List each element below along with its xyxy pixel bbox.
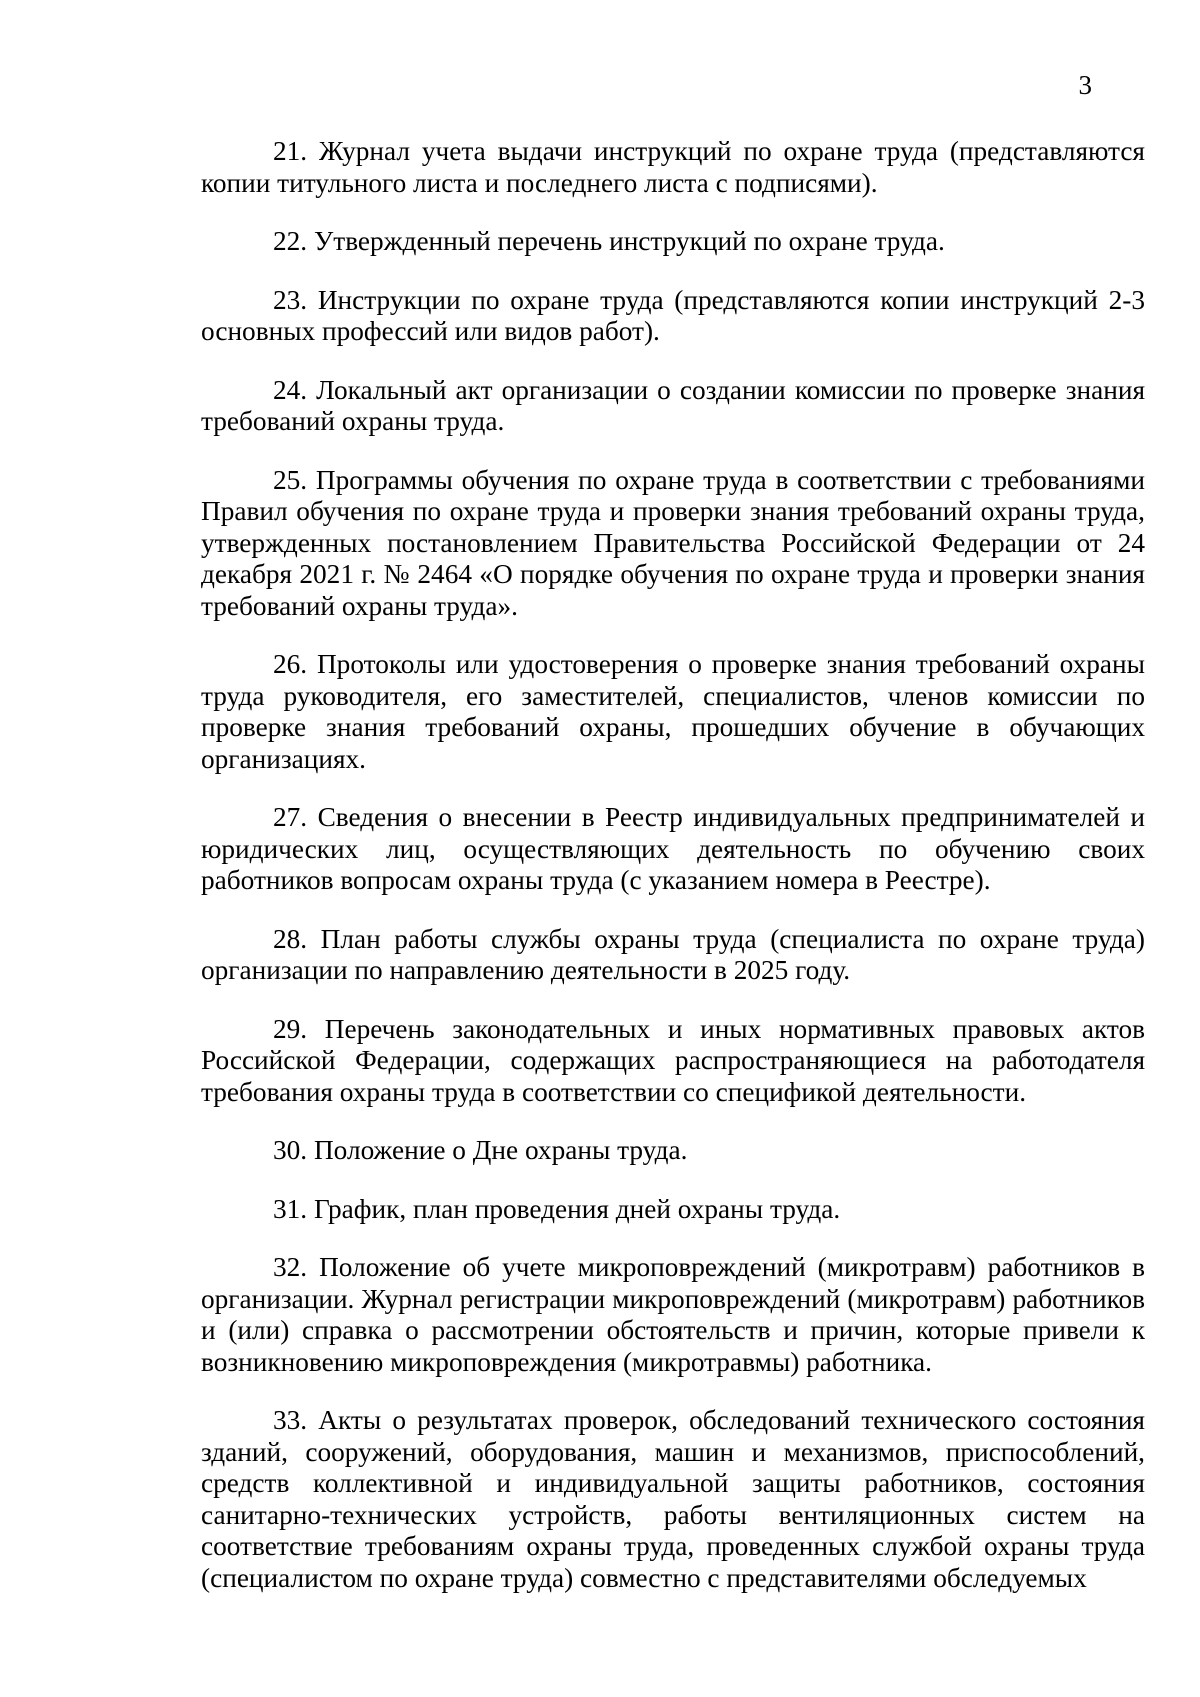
- list-item-27: 27. Сведения о внесении в Реестр индивидуальных предпринимателей и юридических лиц, осуществляющих деятельность по обучению своих работников вопросам охраны труда (с указанием номера в Реестре).: [201, 802, 1145, 895]
- list-item-30: 30. Положение о Дне охраны труда.: [273, 1135, 688, 1165]
- list-item-24: 24. Локальный акт организации о создании комиссии по проверке знания требований охраны труда.: [201, 374, 1145, 436]
- list-item-32: 32. Положение об учете микроповреждений (микротравм) работников в организации. Журнал регистрации микроповреждений (микротравм) работников и (или) справка о рассмотрении обстоятельств и причин, которые привели к возникновению микроповреждения (микротравмы) работника.: [201, 1252, 1145, 1377]
- list-item-33: 33. Акты о результатах проверок, обследований технического состояния зданий, сооружений, оборудования, машин и механизмов, приспособлений, средств коллективной и индивидуальной защиты работников, состояния санитарно-технических устройств, работы вентиляционных систем на соответствие требованиям охраны труда, проведенных службой охраны труда (специалистом по охране труда) совместно с представителями обследуемых: [201, 1405, 1145, 1593]
- list-item-29: 29. Перечень законодательных и иных нормативных правовых актов Российской Федерации, содержащих распространяющиеся на работодателя требования охраны труда в соответствии со спецификой деятельности.: [201, 1013, 1145, 1107]
- list-item-22: 22. Утвержденный перечень инструкций по охране труда.: [273, 226, 945, 256]
- list-item-28: 28. План работы службы охраны труда (специалиста по охране труда) организации по направлению деятельности в 2025 году.: [201, 923, 1145, 985]
- list-item-21: 21. Журнал учета выдачи инструкций по охране труда (представляются копии титульного листа и последнего листа с подписями).: [201, 136, 1145, 198]
- page-number: 3: [1078, 70, 1092, 100]
- list-item-31: 31. График, план проведения дней охраны труда.: [273, 1193, 841, 1224]
- list-item-25: 25. Программы обучения по охране труда в соответствии с требованиями Правил обучения по охране труда и проверки знания требований охраны труда, утвержденных постановлением Правительства Российской Федерации от 24 декабря 2021 г. № 2464 «О порядке обучения по охране труда и проверки знания требований охраны труда».: [201, 464, 1145, 621]
- list-item-26: 26. Протоколы или удостоверения о проверке знания требований охраны труда руководителя, его заместителей, специалистов, членов комиссии по проверке знания требований охраны, прошедших обучение в обучающих организациях.: [201, 649, 1145, 774]
- list-item-23: 23. Инструкции по охране труда (представляются копии инструкций 2-3 основных профессий или видов работ).: [201, 284, 1145, 346]
- document-body: [201, 136, 1145, 1621]
